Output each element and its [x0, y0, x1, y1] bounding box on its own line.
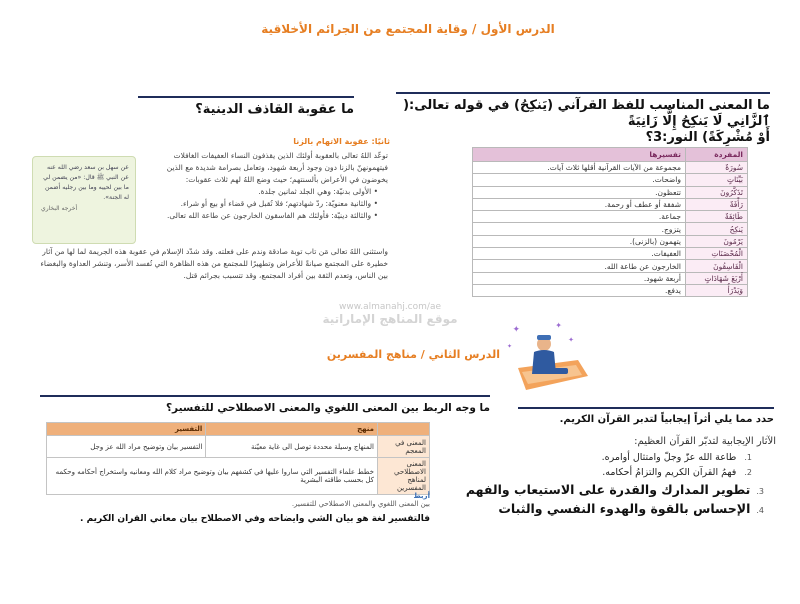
- vocab-word: الْفَاسِقُونَ: [686, 260, 748, 272]
- vocab-header-meaning: تفسيرها: [473, 148, 686, 162]
- vocab-word: تَذَكَّرُونَ: [686, 186, 748, 198]
- vocab-meaning: أربعة شهود.: [473, 272, 686, 284]
- vocab-meaning: جماعة.: [473, 211, 686, 223]
- svg-text:✦: ✦: [506, 343, 512, 350]
- punishment-para1: توعّد اللهُ تعالى بالعقوبة أولئك الذين يقذفون النساء العفيفات الغافلات فيتهمونهنّ بالزنا دون وجود أربعة شهود، وتعامل بصرامة شديدة مع الذين يخوضون في الأعراض بألسنتهم؛ حيث وضع اللهُ لهم ثلاث عقوبات:: [166, 151, 388, 184]
- tafsir-header-blank: [378, 423, 430, 436]
- vocab-word: يَنكِحُ: [686, 223, 748, 235]
- vocab-meaning: واضحات.: [473, 174, 686, 186]
- vocab-word: الْمُحْصَنَاتِ: [686, 248, 748, 260]
- vocab-word: يَرْمُونَ: [686, 235, 748, 247]
- vocab-meaning: مجموعة من الآيات القرآنية أقلها ثلاث آيات.: [473, 162, 686, 174]
- punishment-subtitle: ثانيًا: عقوبة الاتهام بالزنا: [293, 137, 390, 146]
- vocab-meaning: تتعظون.: [473, 186, 686, 198]
- vocab-meaning: العفيفات.: [473, 248, 686, 260]
- praying-person-icon: [508, 318, 590, 400]
- lesson2-title: الدرس الثاني / مناهج المفسرين: [326, 348, 500, 361]
- vocab-meaning: يتزوج.: [473, 223, 686, 235]
- list-item: • والثالثة دينيّة: فأولئك هم الفاسقون الخارجون عن طاعة الله تعالى.: [167, 211, 378, 220]
- table-row: المعنى الاصطلاحي لمناهج المفسرين خطط علماء التفسير التي ساروا عليها في كشفهم بيان وتوضيح مراد كلام الله ومعانيه واستخراج أحكامه وحكمه كل بحسب طاقته البشرية: [47, 458, 430, 495]
- effects-intro: الآثار الإيجابية لتدبّر القرآن العظيم:: [634, 436, 776, 447]
- tafsir-header-tafsir: التفسير: [47, 423, 206, 436]
- quran-question-line2: أَوْ مُشْرِكَةً) النور:3؟: [645, 130, 770, 145]
- vocab-meaning: يتهمون (بالزنى).: [473, 235, 686, 247]
- svg-text:✦: ✦: [555, 321, 562, 330]
- punishment-bullets: [148, 186, 378, 222]
- vocab-word: طَائِفَةٌ: [686, 211, 748, 223]
- hadith-text: عن سهل بن سعد رضي الله عنه عن النبي ﷺ قال: «من يضمن لي ما بين لحييه وما بين رجليه أضمن له الجنة».: [43, 164, 129, 201]
- table-row: [473, 223, 748, 235]
- hadith-card: [32, 156, 136, 244]
- list-item: 1.طاعة الله عزّ وجلّ وامتثال أوامره.: [601, 452, 752, 463]
- divider: [518, 407, 774, 409]
- lesson1-title: الدرس الأول / وقاية المجتمع من الجرائم الأخلاقية: [261, 22, 555, 36]
- vocab-meaning: يدفع.: [473, 284, 686, 296]
- prayer-illustration: [508, 318, 590, 400]
- vocab-word: أَرْبَعَ شَهَادَاتٍ: [686, 272, 748, 284]
- tafsir-note-line: بين المعنى اللغوي والمعنى الاصطلاحي للتفسير.: [291, 500, 430, 508]
- tafsir-note-label: أربط: [413, 492, 430, 500]
- svg-text:✦: ✦: [512, 325, 520, 335]
- vocab-word: وَيَدْرَأُ: [686, 284, 748, 296]
- table-row: [473, 211, 748, 223]
- quran-question-line1: ما المعنى المناسب للفظ القرآني (يَنكِحُ) في قوله تعالى:( ٱلزَّانِي لَا يَنكِحُ إِلَّا زَانِيَةً: [403, 98, 770, 129]
- vocab-meaning: الخارجون عن طاعة الله.: [473, 260, 686, 272]
- vocab-header-word: المفردة: [686, 148, 748, 162]
- tafsir-header-manhaj: منهج: [206, 423, 378, 436]
- effects-list: [465, 452, 768, 516]
- punishment-body: [148, 150, 388, 222]
- tafsir-table: [46, 422, 430, 495]
- table-row: [473, 174, 748, 186]
- hadith-source: أخرجه البخاري: [41, 205, 78, 212]
- tafsir-question: ما وجه الربط بين المعنى اللغوي والمعنى الاصطلاحي للتفسير؟: [165, 402, 490, 414]
- tafsir-note: [150, 492, 430, 508]
- table-row: [473, 272, 748, 284]
- list-item: • الأولى بدنيّة: وهي الجلد ثمانين جلدة.: [258, 187, 378, 196]
- tafsir-answer: فالتفسير لغة هو بيان الشي وايضاحه وفي الاصطلاح بيان معاني القران الكريم .: [80, 514, 430, 524]
- vocab-meaning: شفقة أو عطف أو رحمة.: [473, 198, 686, 210]
- table-row: [473, 260, 748, 272]
- divider: [138, 96, 354, 98]
- effects-question: حدد مما يلي أثراً إيجابياً لتدبر القرآن الكريم.: [559, 414, 774, 425]
- table-row: [473, 248, 748, 260]
- table-row: [473, 235, 748, 247]
- punishment-para2: واستثنى اللهُ تعالى مَن تاب توبة صادقة وندم على فعلته. وقد شدّد الإسلام في عقوبة هذه الجريمة لما لها من آثار خطيرة على المجتمع صيانةً للأعراض وتطهيرًا للمجتمع من هذه الظاهرة التي تُفسد الأسر، وتنشر العداوة والبغضاء بين الناس، وتعدم الثقة بين أفراد المجتمع، وقد تتسبب بجرائم قتل.: [40, 247, 388, 280]
- table-row: [473, 198, 748, 210]
- list-item: • والثانية معنويّة: ردّ شهادتهم؛ فلا تُقبل في قضاء أو بيع أو شراء.: [180, 199, 378, 208]
- watermark: www.almanahj.com/ae موقع المناهج الإماراتية: [322, 302, 458, 326]
- table-row: [473, 186, 748, 198]
- quran-question: [396, 98, 770, 146]
- punishment-question: ما عقوبة القاذف الدينية؟: [195, 102, 354, 117]
- vocab-word: سُورَةٌ: [686, 162, 748, 174]
- list-item: 2.فهمُ القرآن الكريم والتزامُ أحكامه.: [602, 467, 752, 478]
- divider: [396, 92, 770, 94]
- list-item: 3.تطوير المدارك والقدرة على الاستيعاب والفهم: [465, 482, 764, 497]
- vocab-word: رَأْفَةٌ: [686, 198, 748, 210]
- vocab-word: بَيِّنَاتٍ: [686, 174, 748, 186]
- table-row: [473, 284, 748, 296]
- table-row: المعنى في المعجم المنهاج وسيلة محددة توصل الى غاية معيّنة التفسير بيان وتوضيح مراد الله عز وجل: [47, 436, 430, 458]
- table-row: [473, 162, 748, 174]
- vocab-table: [472, 147, 748, 297]
- svg-text:✦: ✦: [568, 336, 574, 344]
- divider: [40, 395, 490, 397]
- list-item: 4.الإحساس بالقوة والهدوء النفسي والثبات: [498, 501, 764, 516]
